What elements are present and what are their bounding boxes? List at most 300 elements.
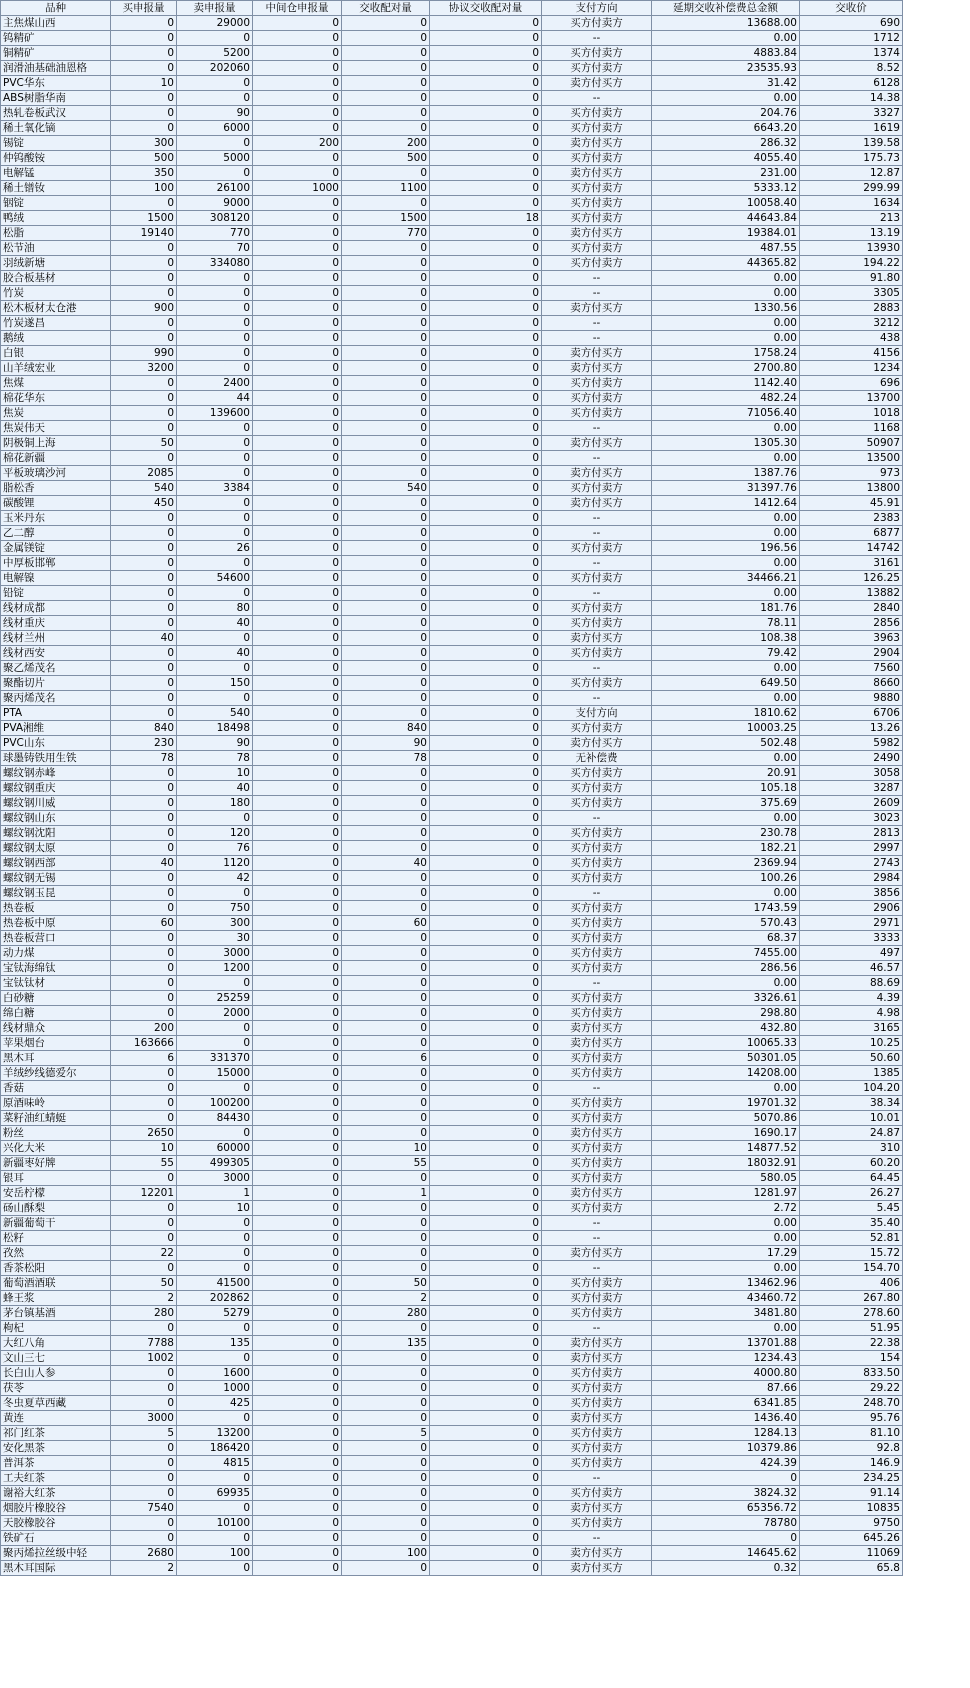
table-row (1, 1531, 903, 1546)
cell-variety: 蜂王浆 (1, 1291, 111, 1306)
cell-matched: 0 (342, 511, 430, 526)
table-row (1, 1456, 903, 1471)
cell-variety: 茅台镇基酒 (1, 1306, 111, 1321)
cell-buy-declared: 0 (111, 421, 177, 436)
cell-variety: 乙二醇 (1, 526, 111, 541)
cell-variety: 山羊绒宏业 (1, 361, 111, 376)
cell-sell-declared: 0 (177, 1321, 253, 1336)
table-row (1, 316, 903, 331)
cell-agreement-matched: 0 (430, 271, 542, 286)
cell-intermediate-declared: 0 (253, 601, 342, 616)
cell-buy-declared: 0 (111, 841, 177, 856)
cell-intermediate-declared: 0 (253, 961, 342, 976)
cell-intermediate-declared: 0 (253, 721, 342, 736)
cell-delivery-price: 1168 (800, 421, 903, 436)
cell-delivery-price: 213 (800, 211, 903, 226)
table-row (1, 271, 903, 286)
cell-agreement-matched: 0 (430, 1111, 542, 1126)
cell-compensation-total: 0.00 (652, 691, 800, 706)
cell-agreement-matched: 0 (430, 1126, 542, 1141)
cell-sell-declared: 30 (177, 931, 253, 946)
cell-agreement-matched: 0 (430, 1051, 542, 1066)
cell-sell-declared: 1600 (177, 1366, 253, 1381)
cell-delivery-price: 146.9 (800, 1456, 903, 1471)
cell-variety: 枸杞 (1, 1321, 111, 1336)
cell-sell-declared: 0 (177, 346, 253, 361)
cell-payment-direction: 卖方付买方 (542, 346, 652, 361)
cell-variety: 砀山酥梨 (1, 1201, 111, 1216)
cell-matched: 0 (342, 1126, 430, 1141)
cell-variety: 工夫红茶 (1, 1471, 111, 1486)
cell-intermediate-declared: 0 (253, 496, 342, 511)
cell-intermediate-declared: 0 (253, 1381, 342, 1396)
cell-sell-declared: 750 (177, 901, 253, 916)
table-row (1, 241, 903, 256)
cell-compensation-total: 0.00 (652, 661, 800, 676)
cell-variety: 聚酯切片 (1, 676, 111, 691)
cell-delivery-price: 234.25 (800, 1471, 903, 1486)
cell-compensation-total: 0.00 (652, 1231, 800, 1246)
cell-delivery-price: 52.81 (800, 1231, 903, 1246)
cell-agreement-matched: 0 (430, 1366, 542, 1381)
cell-compensation-total: 3326.61 (652, 991, 800, 1006)
cell-delivery-price: 4.98 (800, 1006, 903, 1021)
cell-intermediate-declared: 0 (253, 1216, 342, 1231)
cell-delivery-price: 91.14 (800, 1486, 903, 1501)
cell-buy-declared: 0 (111, 661, 177, 676)
cell-compensation-total: 0.00 (652, 1216, 800, 1231)
cell-delivery-price: 1385 (800, 1066, 903, 1081)
cell-delivery-price: 15.72 (800, 1246, 903, 1261)
table-row (1, 436, 903, 451)
cell-compensation-total: 0.00 (652, 1261, 800, 1276)
cell-compensation-total: 78.11 (652, 616, 800, 631)
cell-matched: 100 (342, 1546, 430, 1561)
cell-matched: 0 (342, 451, 430, 466)
cell-intermediate-declared: 0 (253, 556, 342, 571)
cell-agreement-matched: 0 (430, 61, 542, 76)
cell-payment-direction: 买方付卖方 (542, 1096, 652, 1111)
cell-compensation-total: 0.00 (652, 976, 800, 991)
cell-delivery-price: 299.99 (800, 181, 903, 196)
cell-intermediate-declared: 0 (253, 1006, 342, 1021)
cell-compensation-total: 570.43 (652, 916, 800, 931)
cell-agreement-matched: 0 (430, 901, 542, 916)
cell-agreement-matched: 0 (430, 1036, 542, 1051)
cell-payment-direction: 买方付卖方 (542, 376, 652, 391)
cell-variety: 香菇 (1, 1081, 111, 1096)
cell-agreement-matched: 0 (430, 1516, 542, 1531)
cell-variety: 长白山人参 (1, 1366, 111, 1381)
cell-intermediate-declared: 0 (253, 1411, 342, 1426)
cell-agreement-matched: 0 (430, 451, 542, 466)
cell-buy-declared: 0 (111, 1321, 177, 1336)
cell-buy-declared: 0 (111, 946, 177, 961)
cell-payment-direction: -- (542, 286, 652, 301)
cell-sell-declared: 25259 (177, 991, 253, 1006)
table-row (1, 706, 903, 721)
cell-buy-declared: 163666 (111, 1036, 177, 1051)
cell-buy-declared: 5 (111, 1426, 177, 1441)
cell-payment-direction: 卖方付买方 (542, 76, 652, 91)
cell-buy-declared: 0 (111, 901, 177, 916)
table-row (1, 1186, 903, 1201)
cell-sell-declared: 44 (177, 391, 253, 406)
cell-intermediate-declared: 0 (253, 1366, 342, 1381)
cell-intermediate-declared: 0 (253, 571, 342, 586)
cell-buy-declared: 0 (111, 871, 177, 886)
table-row (1, 901, 903, 916)
cell-buy-declared: 50 (111, 436, 177, 451)
table-row (1, 1021, 903, 1036)
cell-matched: 6 (342, 1051, 430, 1066)
cell-agreement-matched: 0 (430, 586, 542, 601)
cell-matched: 0 (342, 796, 430, 811)
cell-compensation-total: 5070.86 (652, 1111, 800, 1126)
cell-buy-declared: 0 (111, 271, 177, 286)
cell-matched: 0 (342, 121, 430, 136)
table-row (1, 1501, 903, 1516)
cell-matched: 50 (342, 1276, 430, 1291)
cell-intermediate-declared: 0 (253, 541, 342, 556)
cell-intermediate-declared: 0 (253, 61, 342, 76)
cell-sell-declared: 13200 (177, 1426, 253, 1441)
cell-matched: 0 (342, 361, 430, 376)
cell-delivery-price: 6706 (800, 706, 903, 721)
cell-matched: 0 (342, 1021, 430, 1036)
cell-agreement-matched: 0 (430, 796, 542, 811)
table-row (1, 961, 903, 976)
cell-sell-declared: 0 (177, 271, 253, 286)
cell-payment-direction: 卖方付买方 (542, 1411, 652, 1426)
cell-compensation-total: 0.00 (652, 1321, 800, 1336)
cell-variety: 香茶松阳 (1, 1261, 111, 1276)
cell-delivery-price: 3305 (800, 286, 903, 301)
cell-matched: 500 (342, 151, 430, 166)
cell-agreement-matched: 0 (430, 1411, 542, 1426)
table-row (1, 511, 903, 526)
cell-compensation-total: 0.00 (652, 286, 800, 301)
cell-agreement-matched: 0 (430, 1186, 542, 1201)
cell-buy-declared: 6 (111, 1051, 177, 1066)
cell-delivery-price: 3856 (800, 886, 903, 901)
table-row (1, 421, 903, 436)
cell-intermediate-declared: 0 (253, 631, 342, 646)
cell-sell-declared: 5000 (177, 151, 253, 166)
cell-intermediate-declared: 0 (253, 301, 342, 316)
cell-compensation-total: 1305.30 (652, 436, 800, 451)
cell-buy-declared: 0 (111, 1066, 177, 1081)
cell-delivery-price: 14742 (800, 541, 903, 556)
cell-sell-declared: 15000 (177, 1066, 253, 1081)
cell-variety: 银耳 (1, 1171, 111, 1186)
cell-intermediate-declared: 0 (253, 91, 342, 106)
cell-matched: 0 (342, 1006, 430, 1021)
cell-variety: 螺纹钢西部 (1, 856, 111, 871)
cell-variety: 螺纹钢无锡 (1, 871, 111, 886)
cell-payment-direction: 卖方付买方 (542, 1036, 652, 1051)
cell-payment-direction: 买方付卖方 (542, 1141, 652, 1156)
cell-compensation-total: 502.48 (652, 736, 800, 751)
cell-delivery-price: 3165 (800, 1021, 903, 1036)
cell-matched: 0 (342, 1081, 430, 1096)
cell-buy-declared: 0 (111, 586, 177, 601)
cell-buy-declared: 0 (111, 1531, 177, 1546)
cell-payment-direction: 买方付卖方 (542, 541, 652, 556)
cell-payment-direction: 买方付卖方 (542, 766, 652, 781)
cell-intermediate-declared: 0 (253, 421, 342, 436)
cell-delivery-price: 22.38 (800, 1336, 903, 1351)
cell-delivery-price: 13700 (800, 391, 903, 406)
cell-intermediate-declared: 0 (253, 451, 342, 466)
cell-agreement-matched: 0 (430, 1141, 542, 1156)
cell-payment-direction: 支付方向 (542, 706, 652, 721)
cell-buy-declared: 2085 (111, 466, 177, 481)
cell-delivery-price: 278.60 (800, 1306, 903, 1321)
cell-variety: 线材鼎众 (1, 1021, 111, 1036)
cell-delivery-price: 88.69 (800, 976, 903, 991)
cell-matched: 1 (342, 1186, 430, 1201)
cell-delivery-price: 3333 (800, 931, 903, 946)
cell-agreement-matched: 0 (430, 976, 542, 991)
cell-delivery-price: 690 (800, 16, 903, 31)
cell-sell-declared: 331370 (177, 1051, 253, 1066)
cell-agreement-matched: 0 (430, 496, 542, 511)
cell-matched: 0 (342, 421, 430, 436)
cell-delivery-price: 38.34 (800, 1096, 903, 1111)
cell-agreement-matched: 0 (430, 691, 542, 706)
cell-buy-declared: 2 (111, 1291, 177, 1306)
cell-buy-declared: 40 (111, 631, 177, 646)
table-row (1, 946, 903, 961)
cell-agreement-matched: 0 (430, 1066, 542, 1081)
cell-intermediate-declared: 0 (253, 871, 342, 886)
cell-delivery-price: 175.73 (800, 151, 903, 166)
cell-intermediate-declared: 0 (253, 1456, 342, 1471)
cell-delivery-price: 95.76 (800, 1411, 903, 1426)
cell-compensation-total: 6643.20 (652, 121, 800, 136)
cell-sell-declared: 0 (177, 1126, 253, 1141)
cell-delivery-price: 45.91 (800, 496, 903, 511)
cell-delivery-price: 2856 (800, 616, 903, 631)
cell-intermediate-declared: 0 (253, 436, 342, 451)
cell-agreement-matched: 0 (430, 616, 542, 631)
cell-variety: 球墨铸铁用生铁 (1, 751, 111, 766)
cell-sell-declared: 0 (177, 661, 253, 676)
cell-buy-declared: 55 (111, 1156, 177, 1171)
cell-payment-direction: 买方付卖方 (542, 211, 652, 226)
table-row (1, 1396, 903, 1411)
table-row (1, 646, 903, 661)
cell-variety: 热卷板中原 (1, 916, 111, 931)
table-row (1, 826, 903, 841)
cell-agreement-matched: 0 (430, 151, 542, 166)
cell-matched: 840 (342, 721, 430, 736)
cell-buy-declared: 0 (111, 826, 177, 841)
cell-payment-direction: 卖方付买方 (542, 1351, 652, 1366)
cell-matched: 0 (342, 1096, 430, 1111)
cell-sell-declared: 0 (177, 811, 253, 826)
table-row (1, 1426, 903, 1441)
cell-intermediate-declared: 0 (253, 166, 342, 181)
cell-variety: 新疆枣好牌 (1, 1156, 111, 1171)
cell-buy-declared: 0 (111, 376, 177, 391)
table-row (1, 1516, 903, 1531)
cell-agreement-matched: 0 (430, 1261, 542, 1276)
cell-delivery-price: 13.19 (800, 226, 903, 241)
cell-variety: 线材重庆 (1, 616, 111, 631)
cell-compensation-total: 50301.05 (652, 1051, 800, 1066)
cell-delivery-price: 3058 (800, 766, 903, 781)
cell-variety: 冬虫夏草西藏 (1, 1396, 111, 1411)
cell-buy-declared: 500 (111, 151, 177, 166)
cell-matched: 0 (342, 76, 430, 91)
cell-compensation-total: 0.32 (652, 1561, 800, 1576)
cell-matched: 0 (342, 1111, 430, 1126)
cell-delivery-price: 833.50 (800, 1366, 903, 1381)
cell-compensation-total: 87.66 (652, 1381, 800, 1396)
cell-variety: 聚丙烯拉丝级中轻 (1, 1546, 111, 1561)
cell-variety: 螺纹钢太原 (1, 841, 111, 856)
cell-compensation-total: 4000.80 (652, 1366, 800, 1381)
cell-agreement-matched: 0 (430, 556, 542, 571)
cell-variety: 粉丝 (1, 1126, 111, 1141)
cell-compensation-total: 424.39 (652, 1456, 800, 1471)
cell-intermediate-declared: 0 (253, 121, 342, 136)
cell-agreement-matched: 18 (430, 211, 542, 226)
cell-delivery-price: 65.8 (800, 1561, 903, 1576)
cell-buy-declared: 0 (111, 601, 177, 616)
cell-sell-declared: 0 (177, 1246, 253, 1261)
cell-matched: 0 (342, 1036, 430, 1051)
table-row (1, 1231, 903, 1246)
cell-delivery-price: 8660 (800, 676, 903, 691)
cell-compensation-total: 4055.40 (652, 151, 800, 166)
cell-payment-direction: 卖方付买方 (542, 1561, 652, 1576)
cell-compensation-total: 1690.17 (652, 1126, 800, 1141)
cell-compensation-total: 13688.00 (652, 16, 800, 31)
cell-intermediate-declared: 0 (253, 316, 342, 331)
cell-buy-declared: 540 (111, 481, 177, 496)
cell-variety: 稀土氧化镝 (1, 121, 111, 136)
cell-payment-direction: 买方付卖方 (542, 796, 652, 811)
table-row (1, 256, 903, 271)
cell-buy-declared: 0 (111, 556, 177, 571)
table-row (1, 376, 903, 391)
cell-compensation-total: 0.00 (652, 451, 800, 466)
cell-intermediate-declared: 0 (253, 901, 342, 916)
cell-delivery-price: 14.38 (800, 91, 903, 106)
table-row (1, 1471, 903, 1486)
table-row (1, 1411, 903, 1426)
cell-payment-direction: -- (542, 1231, 652, 1246)
table-row (1, 916, 903, 931)
cell-sell-declared: 40 (177, 646, 253, 661)
cell-variety: 螺纹钢沈阳 (1, 826, 111, 841)
cell-buy-declared: 0 (111, 1201, 177, 1216)
cell-agreement-matched: 0 (430, 136, 542, 151)
cell-variety: 天胶橡胶谷 (1, 1516, 111, 1531)
cell-intermediate-declared: 0 (253, 976, 342, 991)
table-row (1, 1306, 903, 1321)
cell-compensation-total: 14208.00 (652, 1066, 800, 1081)
cell-payment-direction: -- (542, 691, 652, 706)
table-row (1, 1201, 903, 1216)
cell-sell-declared: 186420 (177, 1441, 253, 1456)
cell-matched: 78 (342, 751, 430, 766)
cell-compensation-total: 432.80 (652, 1021, 800, 1036)
table-row (1, 1366, 903, 1381)
cell-intermediate-declared: 0 (253, 1351, 342, 1366)
cell-sell-declared: 0 (177, 91, 253, 106)
cell-compensation-total: 3481.80 (652, 1306, 800, 1321)
cell-intermediate-declared: 0 (253, 1066, 342, 1081)
cell-matched: 0 (342, 1486, 430, 1501)
table-row (1, 886, 903, 901)
cell-compensation-total: 3824.32 (652, 1486, 800, 1501)
cell-variety: 钨精矿 (1, 31, 111, 46)
cell-matched: 0 (342, 256, 430, 271)
cell-compensation-total: 1284.13 (652, 1426, 800, 1441)
table-row (1, 1486, 903, 1501)
cell-payment-direction: 买方付卖方 (542, 1516, 652, 1531)
cell-payment-direction: 买方付卖方 (542, 481, 652, 496)
cell-payment-direction: -- (542, 451, 652, 466)
cell-sell-declared: 0 (177, 1351, 253, 1366)
cell-matched: 0 (342, 841, 430, 856)
cell-payment-direction: -- (542, 421, 652, 436)
cell-delivery-price: 11069 (800, 1546, 903, 1561)
table-row (1, 1006, 903, 1021)
cell-variety: 动力煤 (1, 946, 111, 961)
header-payment-direction: 支付方向 (542, 1, 652, 16)
cell-intermediate-declared: 0 (253, 256, 342, 271)
cell-delivery-price: 6128 (800, 76, 903, 91)
cell-buy-declared: 0 (111, 256, 177, 271)
cell-payment-direction: -- (542, 976, 652, 991)
cell-sell-declared: 26100 (177, 181, 253, 196)
cell-agreement-matched: 0 (430, 196, 542, 211)
cell-compensation-total: 2369.94 (652, 856, 800, 871)
cell-payment-direction: 买方付卖方 (542, 406, 652, 421)
cell-agreement-matched: 0 (430, 346, 542, 361)
cell-payment-direction: 买方付卖方 (542, 196, 652, 211)
cell-matched: 200 (342, 136, 430, 151)
cell-payment-direction: 买方付卖方 (542, 1111, 652, 1126)
cell-agreement-matched: 0 (430, 916, 542, 931)
cell-sell-declared: 0 (177, 1231, 253, 1246)
cell-matched: 0 (342, 391, 430, 406)
cell-agreement-matched: 0 (430, 1336, 542, 1351)
cell-payment-direction: 卖方付买方 (542, 361, 652, 376)
cell-matched: 0 (342, 1366, 430, 1381)
cell-variety: 宝钛海绵钛 (1, 961, 111, 976)
table-row (1, 751, 903, 766)
cell-intermediate-declared: 0 (253, 1336, 342, 1351)
cell-payment-direction: 买方付卖方 (542, 241, 652, 256)
cell-agreement-matched: 0 (430, 676, 542, 691)
cell-buy-declared: 3200 (111, 361, 177, 376)
cell-matched: 0 (342, 661, 430, 676)
cell-compensation-total: 0 (652, 1531, 800, 1546)
cell-agreement-matched: 0 (430, 1351, 542, 1366)
cell-compensation-total: 19384.01 (652, 226, 800, 241)
cell-compensation-total: 108.38 (652, 631, 800, 646)
cell-delivery-price: 248.70 (800, 1396, 903, 1411)
cell-buy-declared: 1500 (111, 211, 177, 226)
cell-buy-declared: 0 (111, 706, 177, 721)
cell-agreement-matched: 0 (430, 391, 542, 406)
